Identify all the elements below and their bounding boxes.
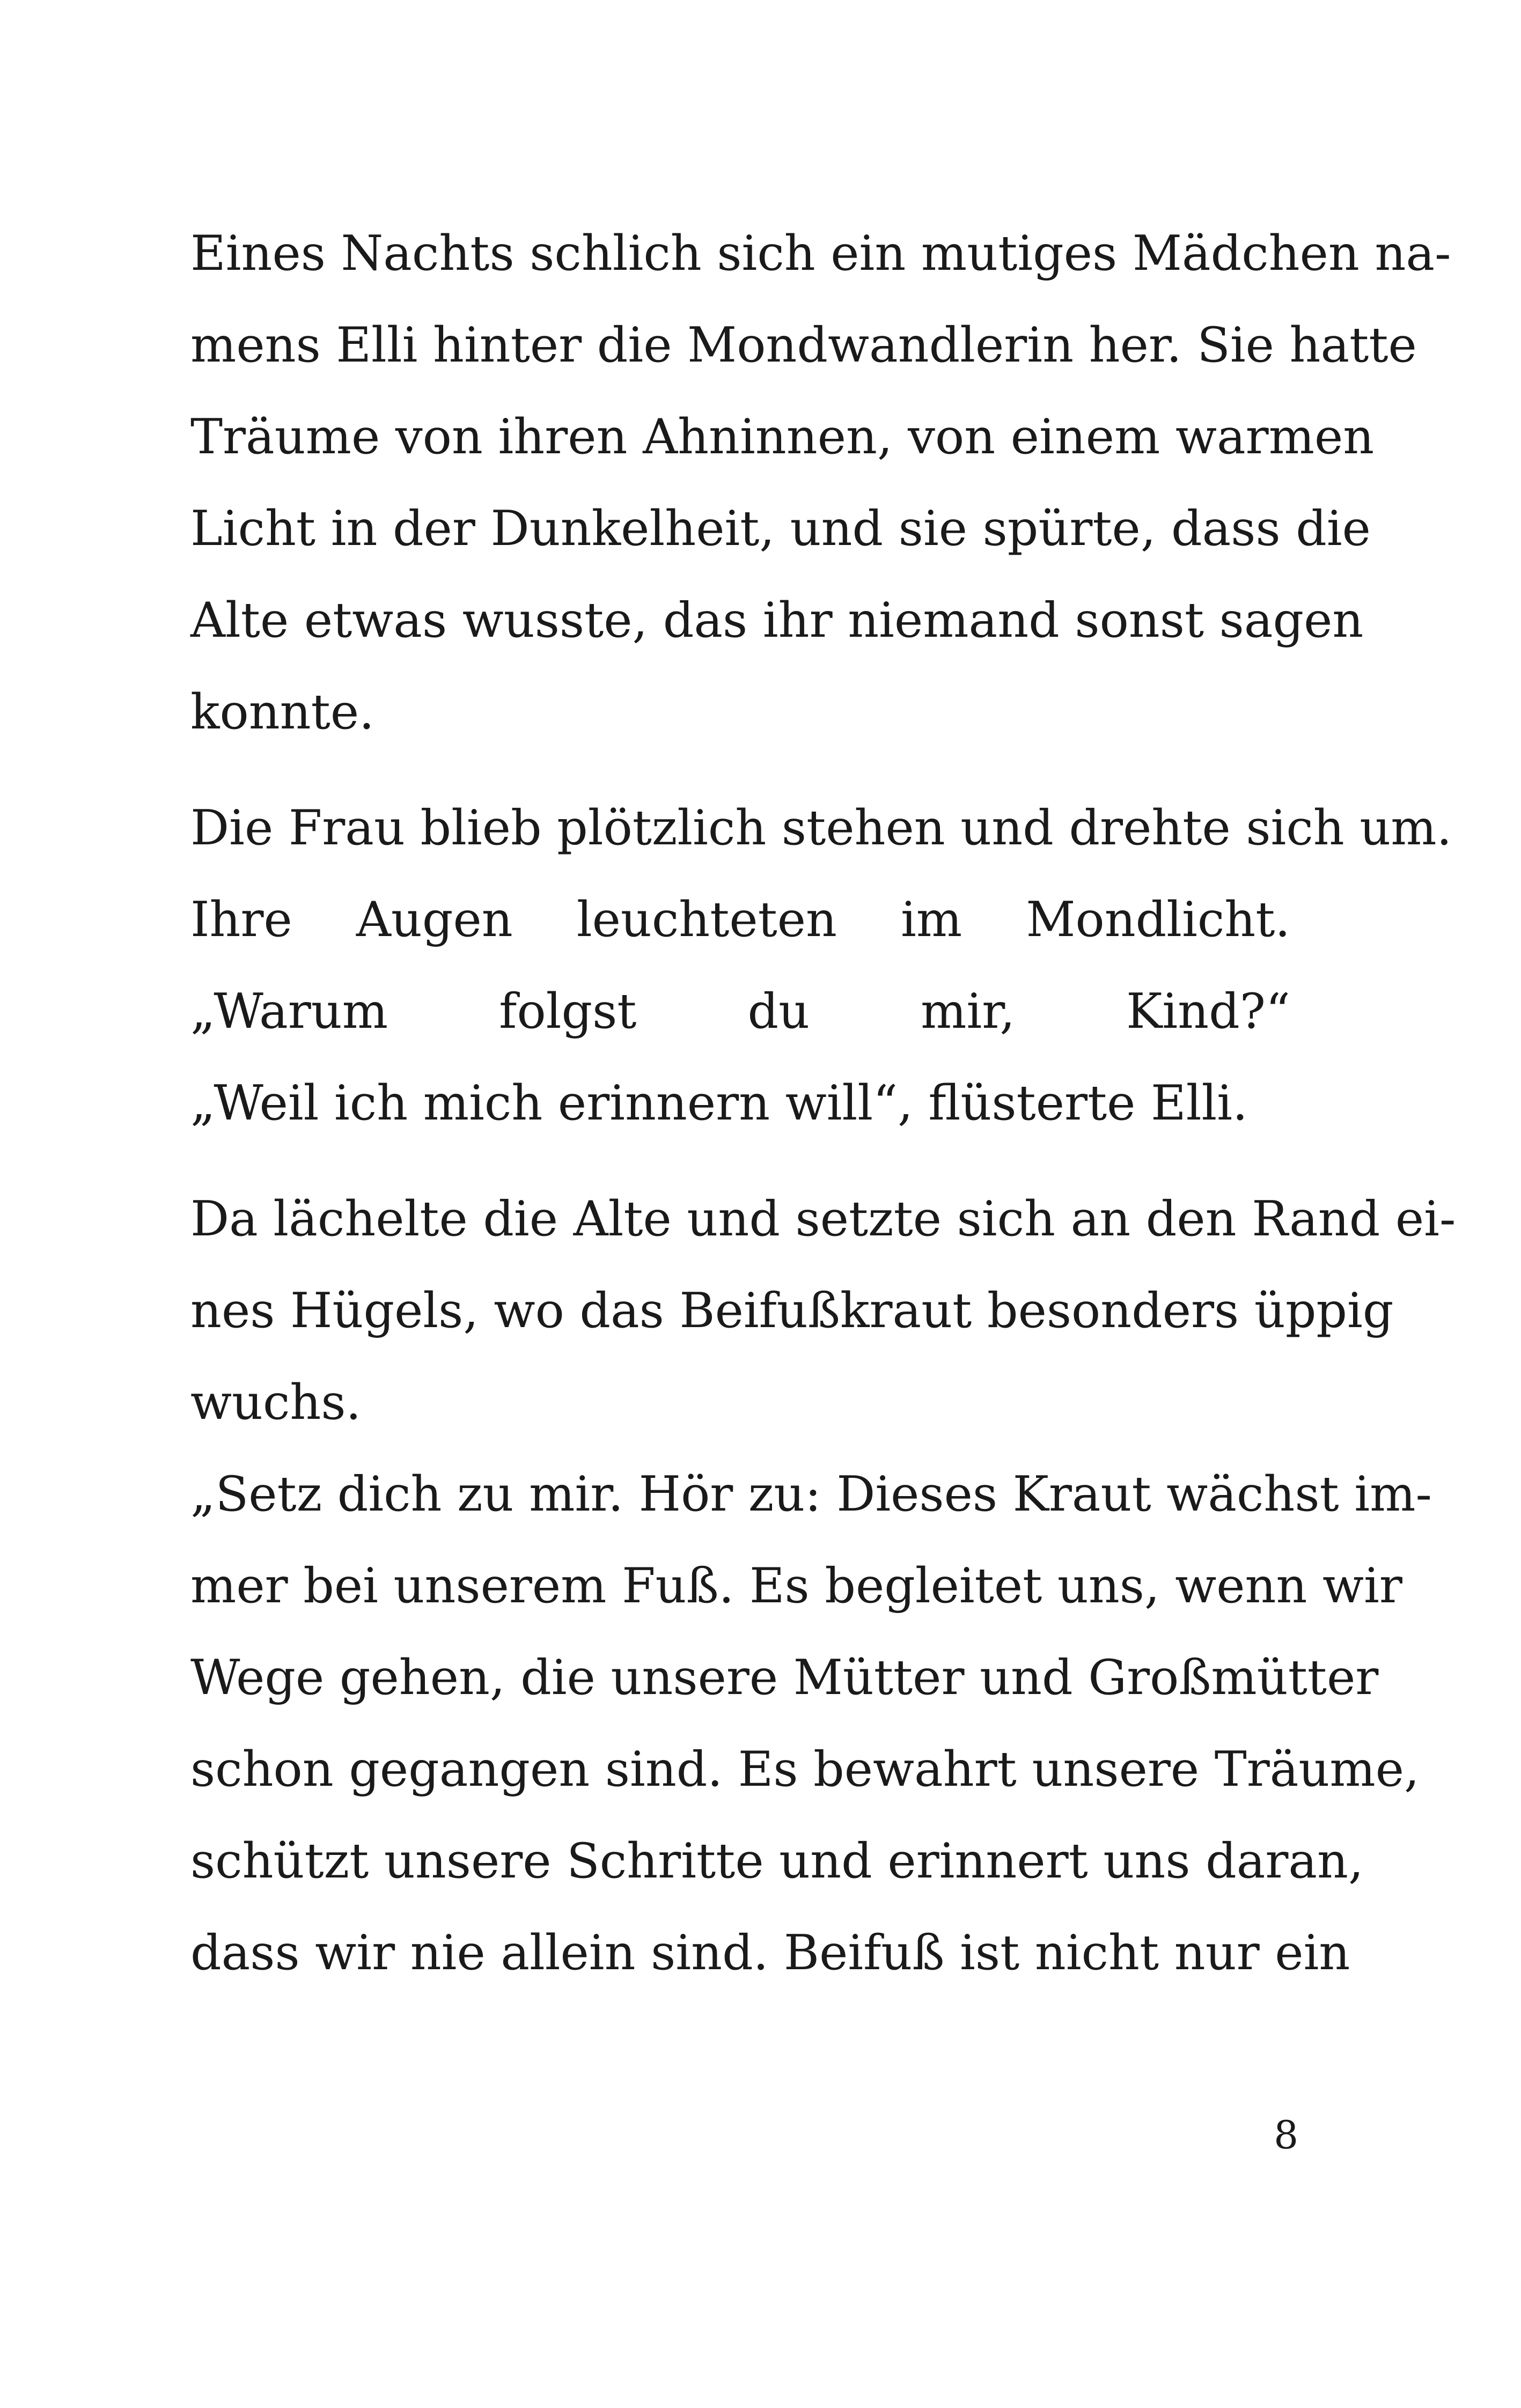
text-line: konnte. [190, 684, 374, 740]
text-line: mens Elli hinter die Mondwandlerin her. Sie hatte [190, 317, 1417, 373]
text-line: Wege gehen, die unsere Mütter und Großmütter [190, 1649, 1379, 1706]
paragraph-gap [190, 1149, 1290, 1173]
text-line: Da lächelte die Alte und setzte sich an den Rand ei- [190, 1191, 1456, 1247]
page-number: 8 [1274, 2112, 1298, 2157]
text-line: Die Frau blieb plötzlich stehen und drehte sich um. [190, 800, 1452, 856]
text-line: schon gegangen sind. Es bewahrt unsere Träume, [190, 1741, 1420, 1798]
text-line: schützt unsere Schritte und erinnert uns daran, [190, 1833, 1364, 1889]
text-line: „Setz dich zu mir. Hör zu: Dieses Kraut wächst im- [190, 1466, 1432, 1522]
text-line: Eines Nachts schlich sich ein mutiges Mädchen na- [190, 225, 1451, 282]
text-line: „Weil ich mich erinnern will“, flüsterte Elli. [190, 1075, 1248, 1131]
text-line: Träume von ihren Ahninnen, von einem warmen [190, 409, 1375, 465]
text-line: „Warum folgst du mir, Kind?“ [190, 983, 1290, 1040]
paragraph-1 [190, 208, 1451, 758]
text-line: mer bei unserem Fuß. Es begleitet uns, wenn wir [190, 1558, 1402, 1614]
paragraph-3 [190, 1173, 1456, 1999]
paragraph-gap [190, 758, 1290, 782]
paragraph-2 [190, 782, 1452, 1149]
text-line: Licht in der Dunkelheit, und sie spürte, dass die [190, 500, 1371, 557]
text-line: nes Hügels, wo das Beifußkraut besonders üppig [190, 1283, 1394, 1339]
text-line: dass wir nie allein sind. Beifuß ist nicht nur ein [190, 1925, 1350, 1981]
text-line: Alte etwas wusste, das ihr niemand sonst sagen [190, 592, 1364, 649]
body-text [190, 208, 1456, 1999]
text-line: wuchs. [190, 1374, 362, 1431]
text-line: Ihre Augen leuchteten im Mondlicht. [190, 892, 1290, 948]
